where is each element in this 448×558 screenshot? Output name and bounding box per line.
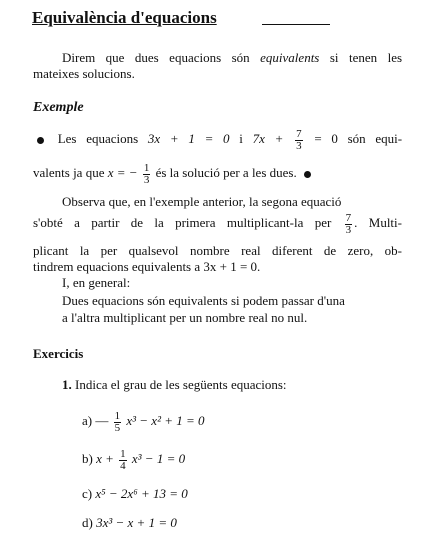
- fraction: $\frac{1}{5}$: [114, 409, 121, 434]
- example-text: i: [239, 131, 243, 146]
- observe-text: s'obté a partir de la primera multiplicant-la per: [33, 215, 332, 230]
- rule-line-2: a l'altra multiplicant per un nombre real no nul.: [62, 310, 308, 325]
- example-text: són equi-: [347, 131, 403, 146]
- equation: 3x + 1 = 0: [147, 131, 230, 146]
- title-rule: [262, 24, 330, 25]
- intro-line-2: mateixes solucions.: [33, 66, 135, 81]
- fraction: $\frac{7}{3}$: [345, 211, 352, 236]
- item-label: a): [82, 413, 93, 428]
- example-heading: Exemple: [33, 100, 84, 115]
- equation: —: [95, 413, 109, 428]
- fraction: $\frac{7}{3}$: [296, 127, 302, 152]
- intro-emphasis: equivalents: [260, 50, 320, 65]
- equation: x⁵ − 2x⁶ + 13 = 0: [95, 486, 188, 501]
- observe-line-3: plicant la per qualsevol nombre real diferent de zero, ob-: [33, 243, 402, 258]
- equation: x³ − x² + 1 = 0: [126, 413, 205, 428]
- observe-line-5: I, en general:: [62, 275, 131, 290]
- equation: = 0: [314, 131, 338, 146]
- exercise-item-c: [82, 486, 188, 502]
- bullet-icon: [37, 137, 44, 144]
- fraction: $\frac{1}{4}$: [120, 447, 126, 472]
- rule-line-1: Dues equacions són equivalents si podem passar d'una: [62, 293, 345, 308]
- item-label: d): [82, 515, 93, 530]
- observe-text: . Multi-: [354, 215, 402, 230]
- exercise-item-d: [82, 515, 177, 531]
- page-title: Equivalència d'equacions: [32, 8, 217, 27]
- example-line-1: [33, 122, 402, 156]
- example-text: valents ja que: [33, 165, 105, 180]
- example-line-2: [33, 156, 315, 190]
- equation: 3x³ − x + 1 = 0: [96, 515, 177, 530]
- intro-text: Direm que dues equacions són: [62, 50, 250, 65]
- example-text: és la solució per a les dues.: [155, 165, 297, 180]
- bullet-icon: [304, 171, 311, 178]
- equation: x +: [96, 451, 114, 466]
- exercise-1: [62, 377, 287, 393]
- exercises-heading: Exercicis: [33, 346, 84, 361]
- equation: x³ − 1 = 0: [131, 451, 186, 466]
- exercise-number: 1.: [62, 377, 72, 392]
- equation: x = −: [107, 165, 138, 180]
- item-label: b): [82, 451, 93, 466]
- exercise-text: Indica el grau de les següents equacions:: [75, 377, 287, 392]
- exercise-item-a: [82, 404, 205, 438]
- intro-line-1: [62, 50, 402, 66]
- observe-line-1: Observa que, en l'exemple anterior, la segona equació: [62, 194, 342, 209]
- exercise-item-b: [82, 442, 185, 476]
- example-text: Les equacions: [57, 131, 139, 146]
- observe-line-2: [33, 206, 402, 240]
- intro-text: si tenen les: [329, 50, 403, 65]
- fraction: $\frac{1}{3}$: [143, 161, 150, 186]
- observe-line-4: tindrem equacions equivalents a 3x + 1 = 0.: [33, 259, 261, 274]
- item-label: c): [82, 486, 93, 501]
- equation: 7x +: [252, 131, 284, 146]
